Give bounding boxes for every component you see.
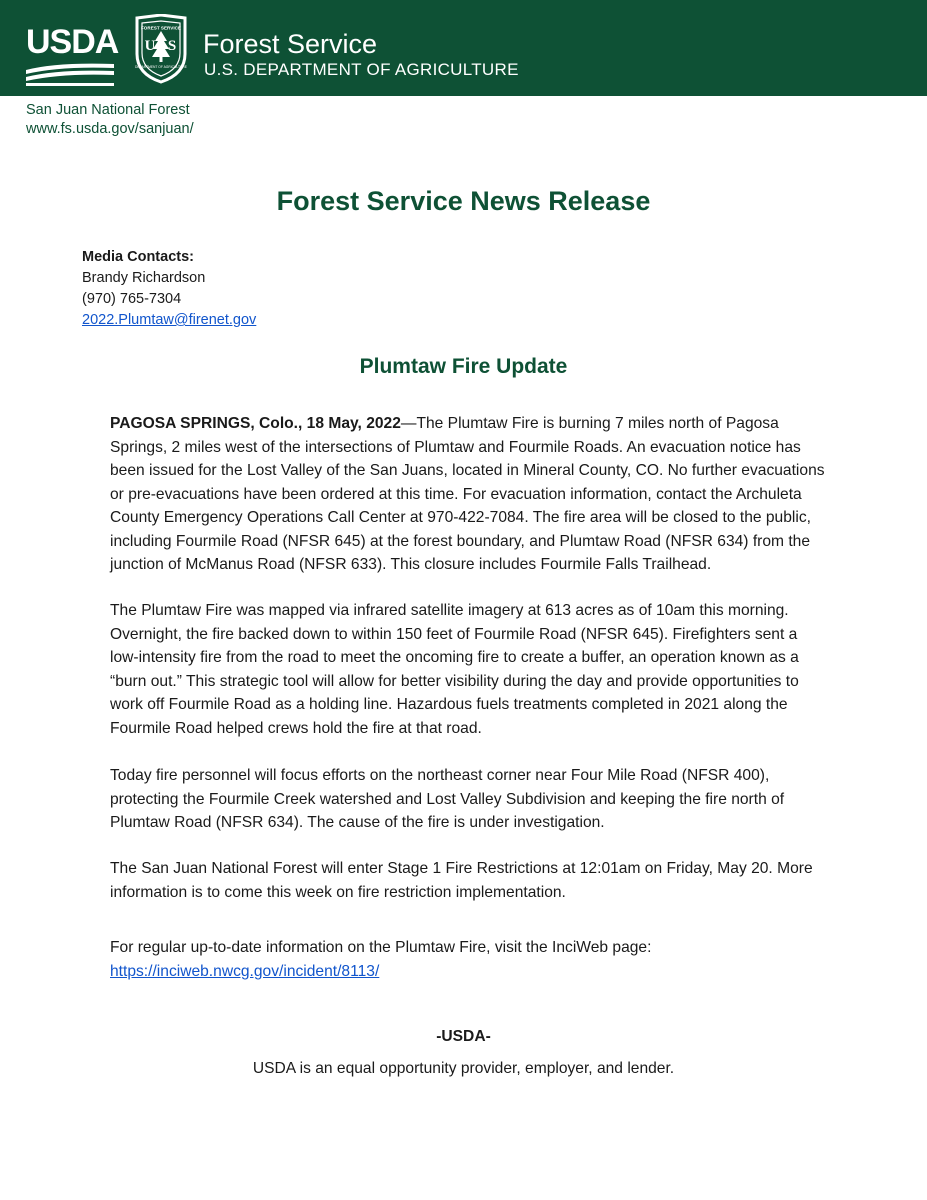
unit-name: San Juan National Forest (26, 102, 190, 118)
usda-swoosh-icon (26, 60, 114, 86)
unit-url: www.fs.usda.gov/sanjuan/ (26, 121, 194, 137)
contact-email-link[interactable]: 2022.Plumtaw@firenet.gov (82, 312, 257, 328)
shield-top-text: FOREST SERVICE (141, 25, 181, 31)
paragraph-3-text: Today fire personnel will focus efforts on the northeast corner near Four Mile Road (NFSR 400), protecting the Fourmile Creek watershed and Lost Valley Subdivision and keeping the fire north of Plumtaw Road (NFSR 634). The cause of the fire is under investigation. (110, 767, 785, 831)
contact-phone: (970) 765-7304 (82, 291, 182, 307)
release-title: Forest Service News Release (276, 186, 651, 216)
forest-service-shield-icon (134, 14, 188, 84)
update-title: Plumtaw Fire Update (359, 355, 568, 378)
eeo-statement: USDA is an equal opportunity provider, employer, and lender. (252, 1060, 675, 1077)
agency-name: Forest Service (203, 29, 378, 59)
department-name: U.S. DEPARTMENT OF AGRICULTURE (204, 60, 519, 79)
paragraph-2 (110, 599, 830, 740)
header-banner (0, 0, 927, 96)
media-contacts (82, 247, 256, 331)
paragraph-1-body: —The Plumtaw Fire is burning 7 miles north of Pagosa Springs, 2 miles west of the intersections of Plumtaw and Fourmile Roads. An evacuation notice has been issued for the Lost Valley of the San Juans, located in Mineral County, CO. No further evacuations or pre-evacuations have been ordered at this time. For evacuation information, contact the Archuleta County Emergency Operations Call Center at 970-422-7084. The fire area will be closed to the public, including Fourmile Road (NFSR 645) at the forest boundary, and Plumtaw Road (NFSR 634) from the junction of McManus Road (NFSR 633). This closure includes Fourmile Falls Trailhead. (110, 415, 825, 573)
inciweb-link[interactable]: https://inciweb.nwcg.gov/incident/8113/ (110, 962, 380, 980)
closing-mark: -USDA- (436, 1028, 491, 1045)
contacts-label: Media Contacts: (82, 249, 194, 265)
usda-logo (26, 22, 119, 86)
paragraph-4-text: The San Juan National Forest will enter Stage 1 Fire Restrictions at 12:01am on Friday, May 20. More information is to come this week on fire restriction implementation. (110, 860, 813, 901)
paragraph-4 (110, 857, 830, 904)
paragraph-1 (110, 412, 830, 577)
unit-info (26, 101, 194, 139)
svg-text:S: S (167, 38, 177, 54)
svg-text:U: U (144, 38, 156, 54)
shield-bottom-text: DEPARTMENT OF AGRICULTURE (135, 65, 187, 69)
paragraph-2-text: The Plumtaw Fire was mapped via infrared satellite imagery at 613 acres as of 10am this morning. Overnight, the fire backed down to within 150 feet of Fourmile Road (NFSR 645). Firefighters sent a low-intensity fire from the road to meet the oncoming fire to create a buffer, an operation known as a “burn out.” This strategic tool will allow for better visibility during the day and provide opportunities to work off Fourmile Road as a holding line. Hazardous fuels treatments completed in 2021 along the Fourmile Road helped crews hold the fire at that road. (110, 602, 799, 737)
usda-logo-text: USDA (26, 23, 119, 61)
paragraph-5-text: For regular up-to-date information on the Plumtaw Fire, visit the InciWeb page: (110, 939, 652, 956)
paragraph-5 (110, 936, 830, 983)
dateline: PAGOSA SPRINGS, Colo., 18 May, 2022 (110, 415, 401, 432)
contact-name: Brandy Richardson (82, 270, 206, 286)
paragraph-3 (110, 764, 830, 835)
